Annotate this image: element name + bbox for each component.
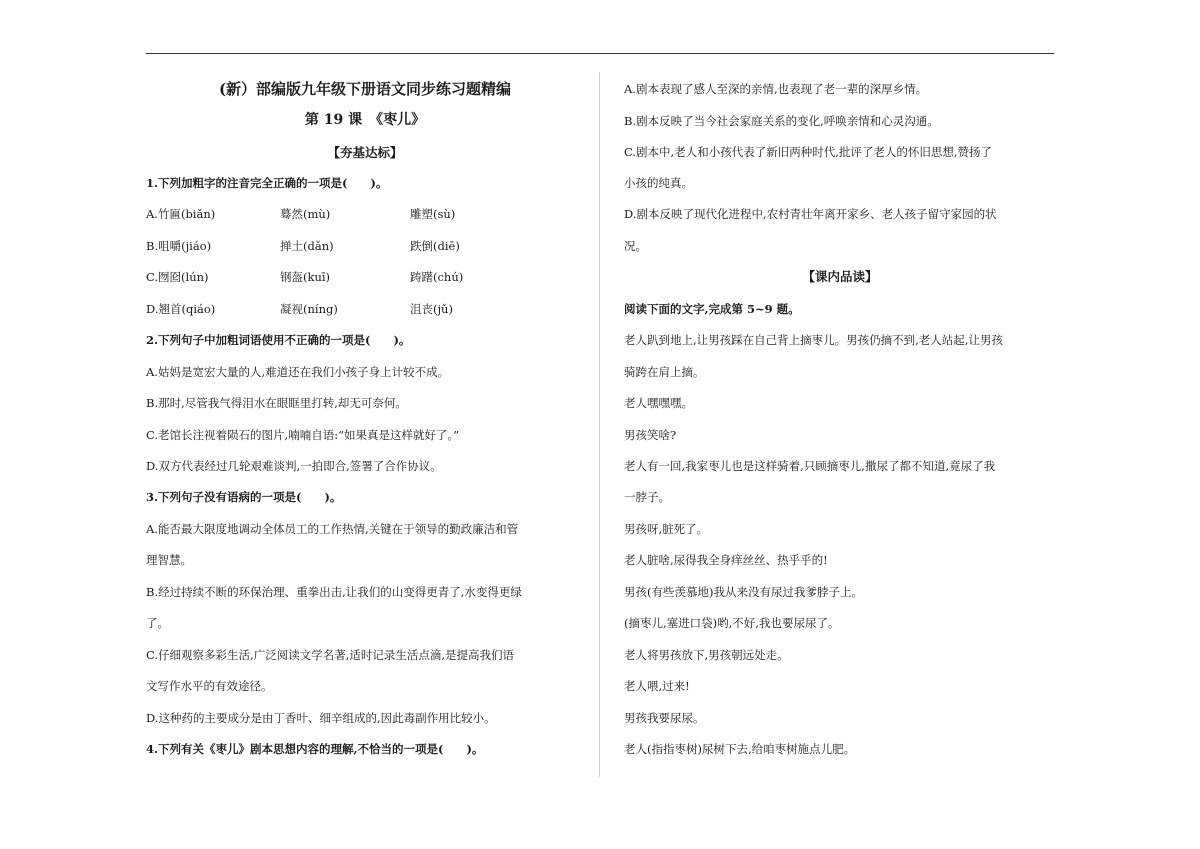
- question-4-option-c-cont: 小孩的纯真。: [624, 176, 693, 190]
- question-3-option-b: B.经过持续不断的环保治理、重拳出击,让我们的山变得更青了,水变得更绿: [146, 585, 522, 599]
- passage-line: 老人嘿嘿嘿。: [624, 396, 693, 410]
- passage-line: 男孩呀,脏死了。: [624, 522, 709, 536]
- question-3-option-d: D.这种药的主要成分是由丁香叶、细辛组成的,因此毒副作用比较小。: [146, 711, 496, 725]
- passage-line: 男孩(有些羡慕地)我从来没有尿过我爹脖子上。: [624, 585, 863, 599]
- q1-option: 雕塑(sù): [410, 207, 456, 221]
- question-4-stem: 4.下列有关《枣儿》剧本思想内容的理解,不恰当的一项是( )。: [146, 742, 484, 756]
- passage-line: 一脖子。: [624, 490, 670, 504]
- q1-option: 踌躇(chú): [410, 270, 464, 284]
- q1-option: 沮丧(jǔ): [410, 302, 453, 316]
- question-2-option-c: C.老馆长注视着陨石的图片,喃喃自语:“如果真是这样就好了。”: [146, 428, 460, 442]
- question-1-row-c: [146, 269, 584, 285]
- question-3-option-c: C.仔细观察多彩生活,广泛阅读文学名著,适时记录生活点滴,是提高我们语: [146, 648, 515, 662]
- q1-option: A.竹匾(biǎn): [146, 207, 216, 221]
- question-3-stem: 3.下列句子没有语病的一项是( )。: [146, 490, 342, 504]
- question-1-row-b: [146, 238, 584, 254]
- passage-line: 老人脏啥,尿得我全身痒丝丝、热乎乎的!: [624, 553, 828, 567]
- q1-option: C.囫囵(lún): [146, 270, 209, 284]
- question-1-stem: 1.下列加粗字的注音完全正确的一项是( )。: [146, 176, 388, 190]
- document-title: (新）部编版九年级下册语文同步练习题精编: [218, 80, 512, 98]
- q1-option: 掸土(dǎn): [280, 239, 334, 253]
- question-4-option-b: B.剧本反映了当今社会家庭关系的变化,呼唤亲情和心灵沟通。: [624, 114, 939, 128]
- question-4-option-d: D.剧本反映了现代化进程中,农村青壮年离开家乡、老人孩子留守家园的状: [624, 207, 997, 221]
- question-4-option-a: A.剧本表现了感人至深的亲情,也表现了老一辈的深厚乡情。: [624, 82, 928, 96]
- passage-line: 老人将男孩放下,男孩朝远处走。: [624, 648, 789, 662]
- section-heading-reading: 【课内品读】: [802, 269, 878, 284]
- question-3-option-b-cont: 了。: [146, 616, 169, 630]
- question-3-option-a: A.能否最大限度地调动全体员工的工作热情,关键在于领导的勤政廉洁和管: [146, 522, 519, 536]
- passage-line: (摘枣儿,塞进口袋)哟,不好,我也要尿尿了。: [624, 616, 840, 630]
- passage-line: 老人喂,过来!: [624, 679, 690, 693]
- question-2-option-b: B.那时,尽管我气得泪水在眼眶里打转,却无可奈何。: [146, 396, 407, 410]
- question-3-option-c-cont: 文写作水平的有效途径。: [146, 679, 273, 693]
- question-1-row-d: [146, 301, 584, 317]
- q1-option: 钢盔(kuī): [280, 270, 331, 284]
- q1-option: B.咀嚼(jiáo): [146, 239, 212, 253]
- top-rule: [146, 53, 1054, 54]
- question-4-option-d-cont: 况。: [624, 239, 647, 253]
- passage-line: 男孩笑啥?: [624, 428, 677, 442]
- section-heading-basics: 【夯基达标】: [327, 145, 403, 160]
- q1-option: 凝视(níng): [280, 302, 338, 316]
- lesson-title: 第 19 课 《枣儿》: [304, 112, 426, 128]
- passage-line: 男孩我要尿尿。: [624, 711, 705, 725]
- reading-instructions: 阅读下面的文字,完成第 5~9 题。: [624, 302, 800, 316]
- passage-line: 老人趴到地上,让男孩踩在自己背上摘枣儿。男孩仍摘不到,老人站起,让男孩: [624, 333, 1003, 347]
- question-1-row-a: [146, 206, 584, 222]
- passage-line: 老人有一回,我家枣儿也是这样骑着,只顾摘枣儿,撒尿了都不知道,竟尿了我: [624, 459, 996, 473]
- passage-line: 老人(指指枣树)尿树下去,给咱枣树施点儿肥。: [624, 742, 856, 756]
- question-2-option-d: D.双方代表经过几轮艰难谈判,一拍即合,签署了合作协议。: [146, 459, 442, 473]
- question-2-option-a: A.姑妈是宽宏大量的人,难道还在我们小孩子身上计较不成。: [146, 365, 450, 379]
- question-3-option-a-cont: 理智慧。: [146, 553, 192, 567]
- column-divider: [599, 72, 600, 777]
- q1-option: 跌倒(diē): [410, 239, 460, 253]
- question-2-stem: 2.下列句子中加粗词语使用不正确的一项是( )。: [146, 333, 411, 347]
- q1-option: 蓦然(mù): [280, 207, 331, 221]
- q1-option: D.翘首(qiáo): [146, 302, 216, 316]
- passage-line: 骑跨在肩上摘。: [624, 365, 705, 379]
- question-4-option-c: C.剧本中,老人和小孩代表了新旧两种时代,批评了老人的怀旧思想,赞扬了: [624, 145, 993, 159]
